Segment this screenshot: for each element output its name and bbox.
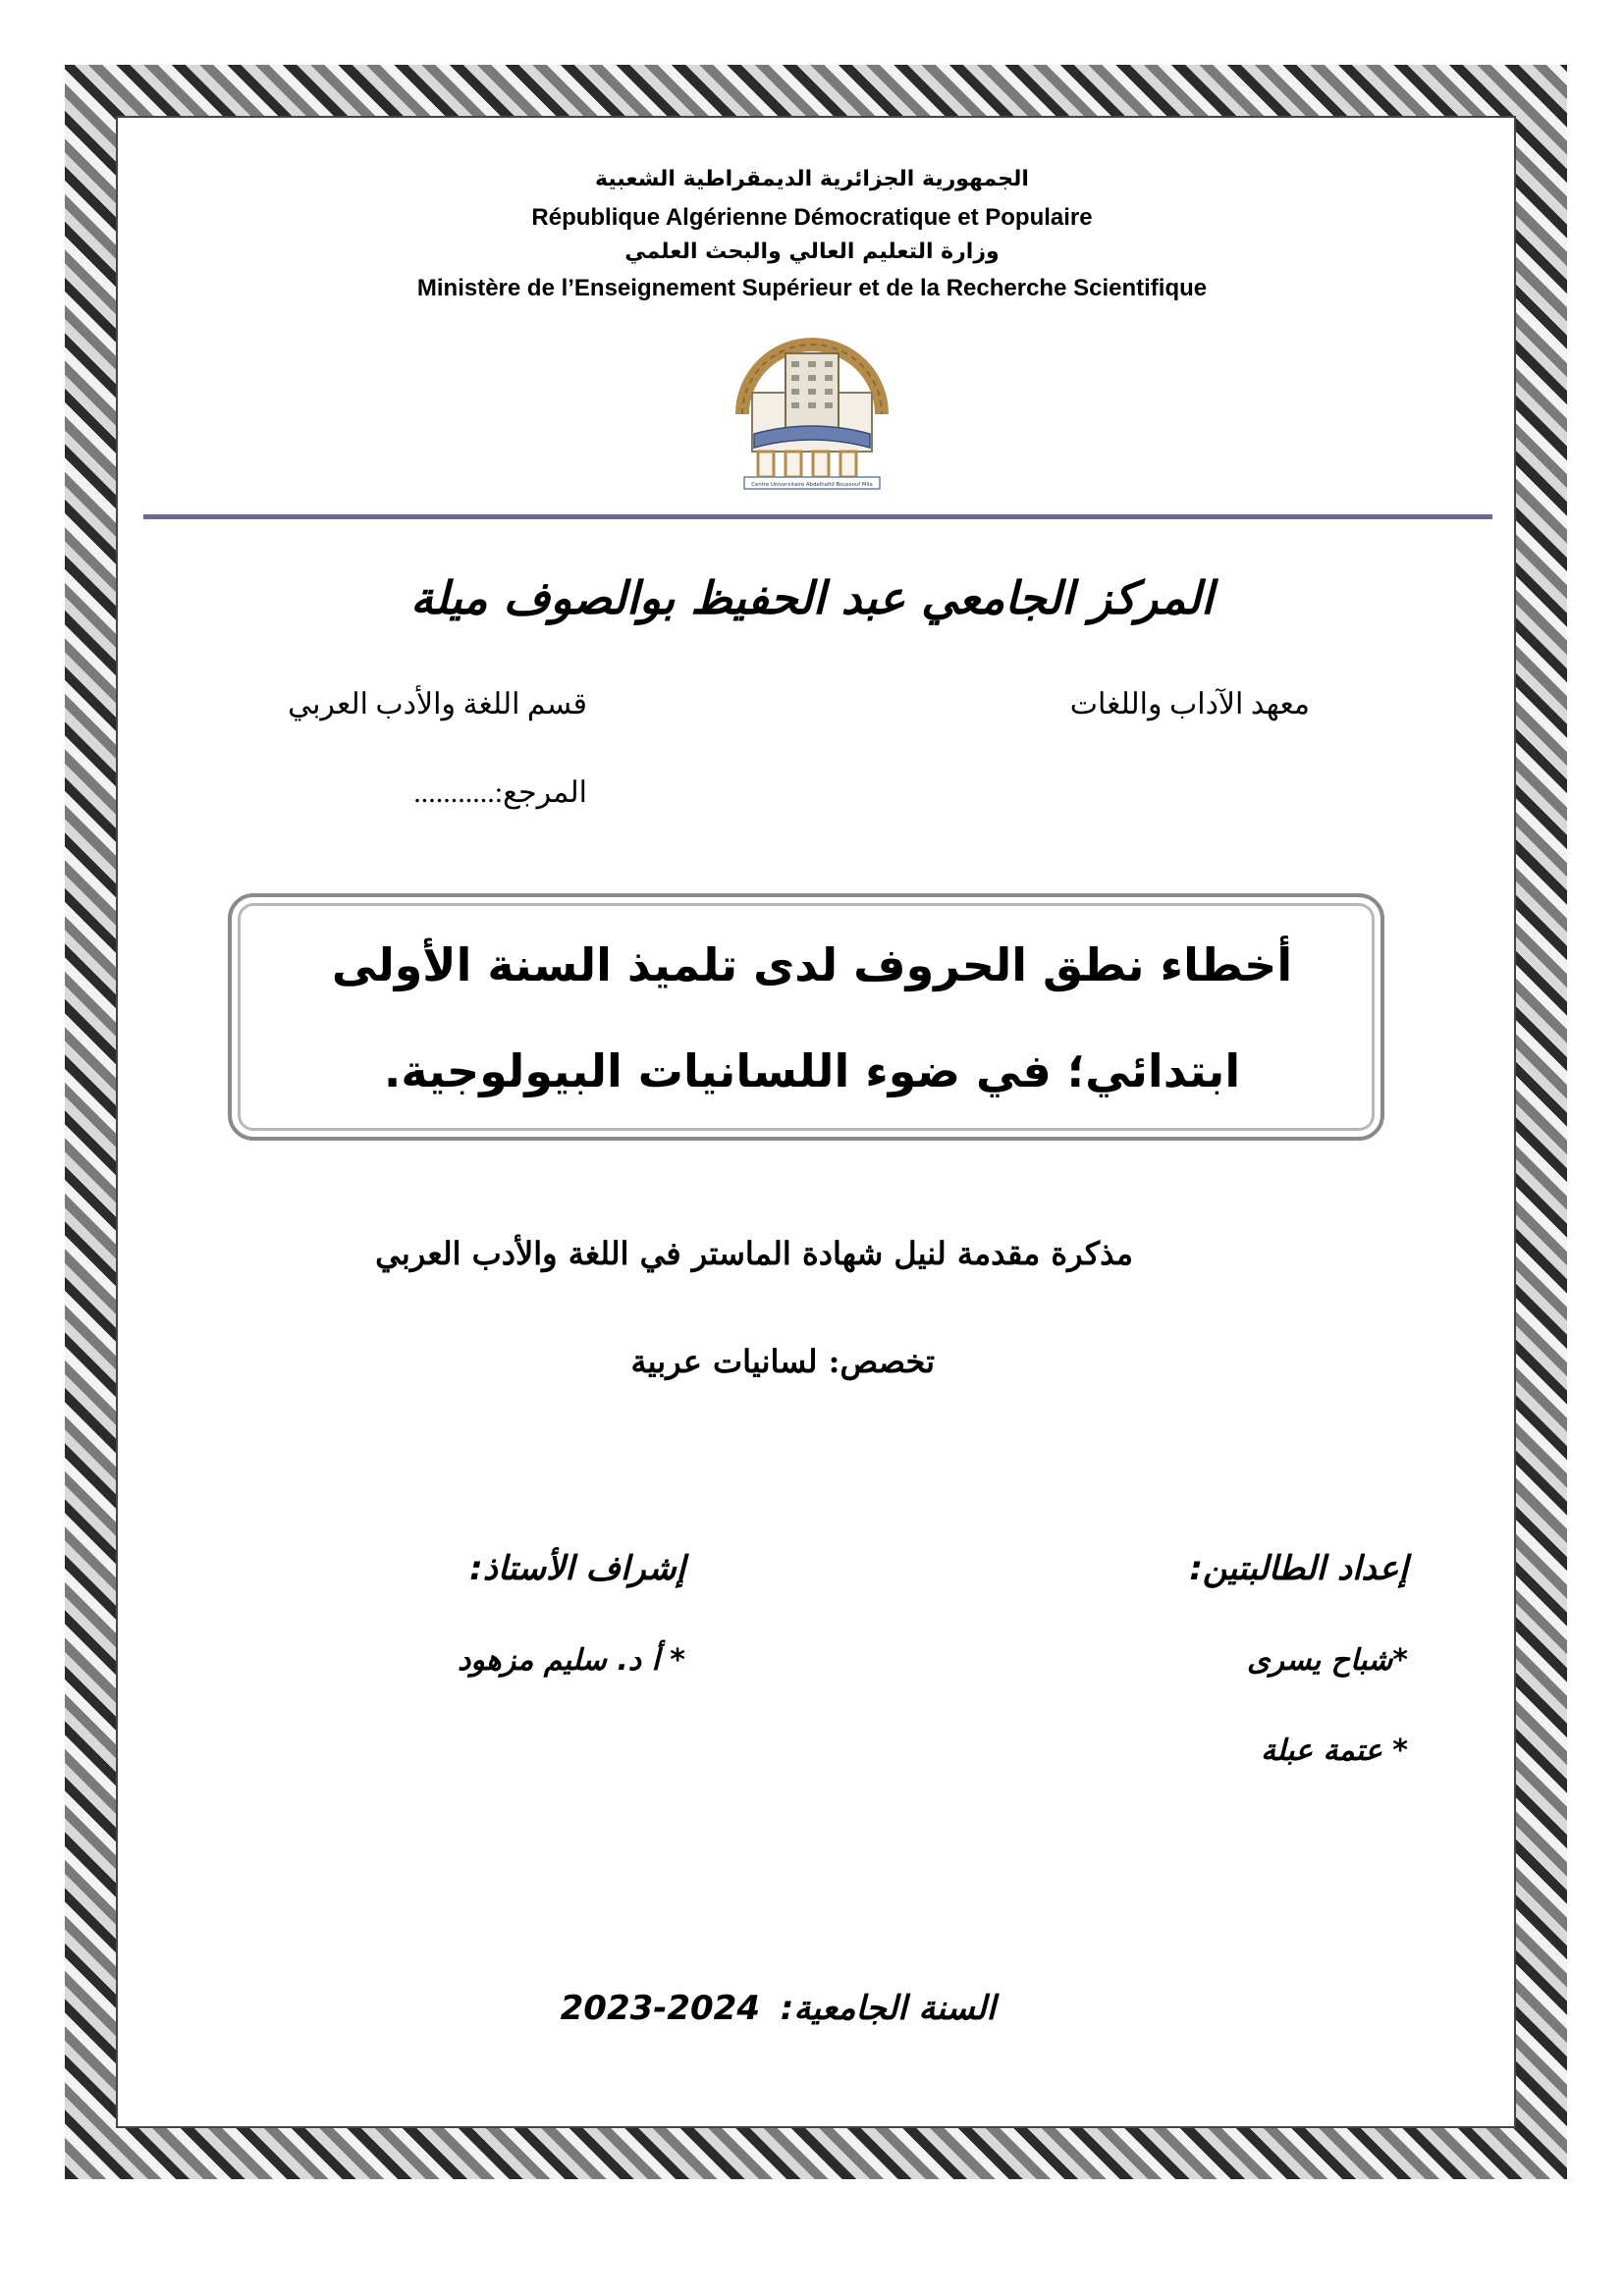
ministry-arabic: وزارة التعليم العالي والبحث العلمي [624,240,1000,264]
logo-caption: Centre Universitaire Abdelhafid Boussouf Mila [751,482,873,488]
university-logo [734,324,890,493]
department-name: قسم اللغة والأدب العربي [288,688,587,721]
academic-year-value: 2023-2024 [560,1989,760,2028]
supervisor-label: إشراف الأستاذ: [469,1549,685,1588]
republic-french: République Algérienne Démocratique et Populaire [531,204,1093,231]
student-name-2: * عتمة عبلة [1261,1734,1408,1768]
supervisor-name: * أ د. سليم مزهود [458,1643,685,1678]
ministry-french: Ministère de l’Enseignement Supérieur et de la Recherche Scientifique [416,275,1208,301]
header-divider [143,514,1492,519]
degree-statement: مذكرة مقدمة لنيل شهادة الماستر في اللغة والأدب العربي [375,1235,1133,1272]
specialty: تخصص: لسانيات عربية [630,1343,935,1380]
institution-name: المركز الجامعي عبد الحفيظ بوالصوف ميلة [410,571,1214,624]
institute-name: معهد الآداب واللغات [1069,688,1310,721]
thesis-title-box [228,893,1384,1141]
thesis-title-line-2: ابتدائي؛ في ضوء اللسانيات البيولوجية. [383,1044,1241,1097]
republic-arabic: الجمهورية الجزائرية الديمقراطية الشعبية [595,167,1029,191]
student-name-1: *شباح يسرى [1247,1643,1408,1678]
academic-year-label: السنة الجامعية: [780,1989,996,2028]
thesis-title-line-1: أخطاء نطق الحروف لدى تلميذ السنة الأولى [331,938,1293,991]
students-label: إعداد الطالبتين: [1189,1549,1408,1588]
reference-field: المرجع:........... [413,776,587,809]
